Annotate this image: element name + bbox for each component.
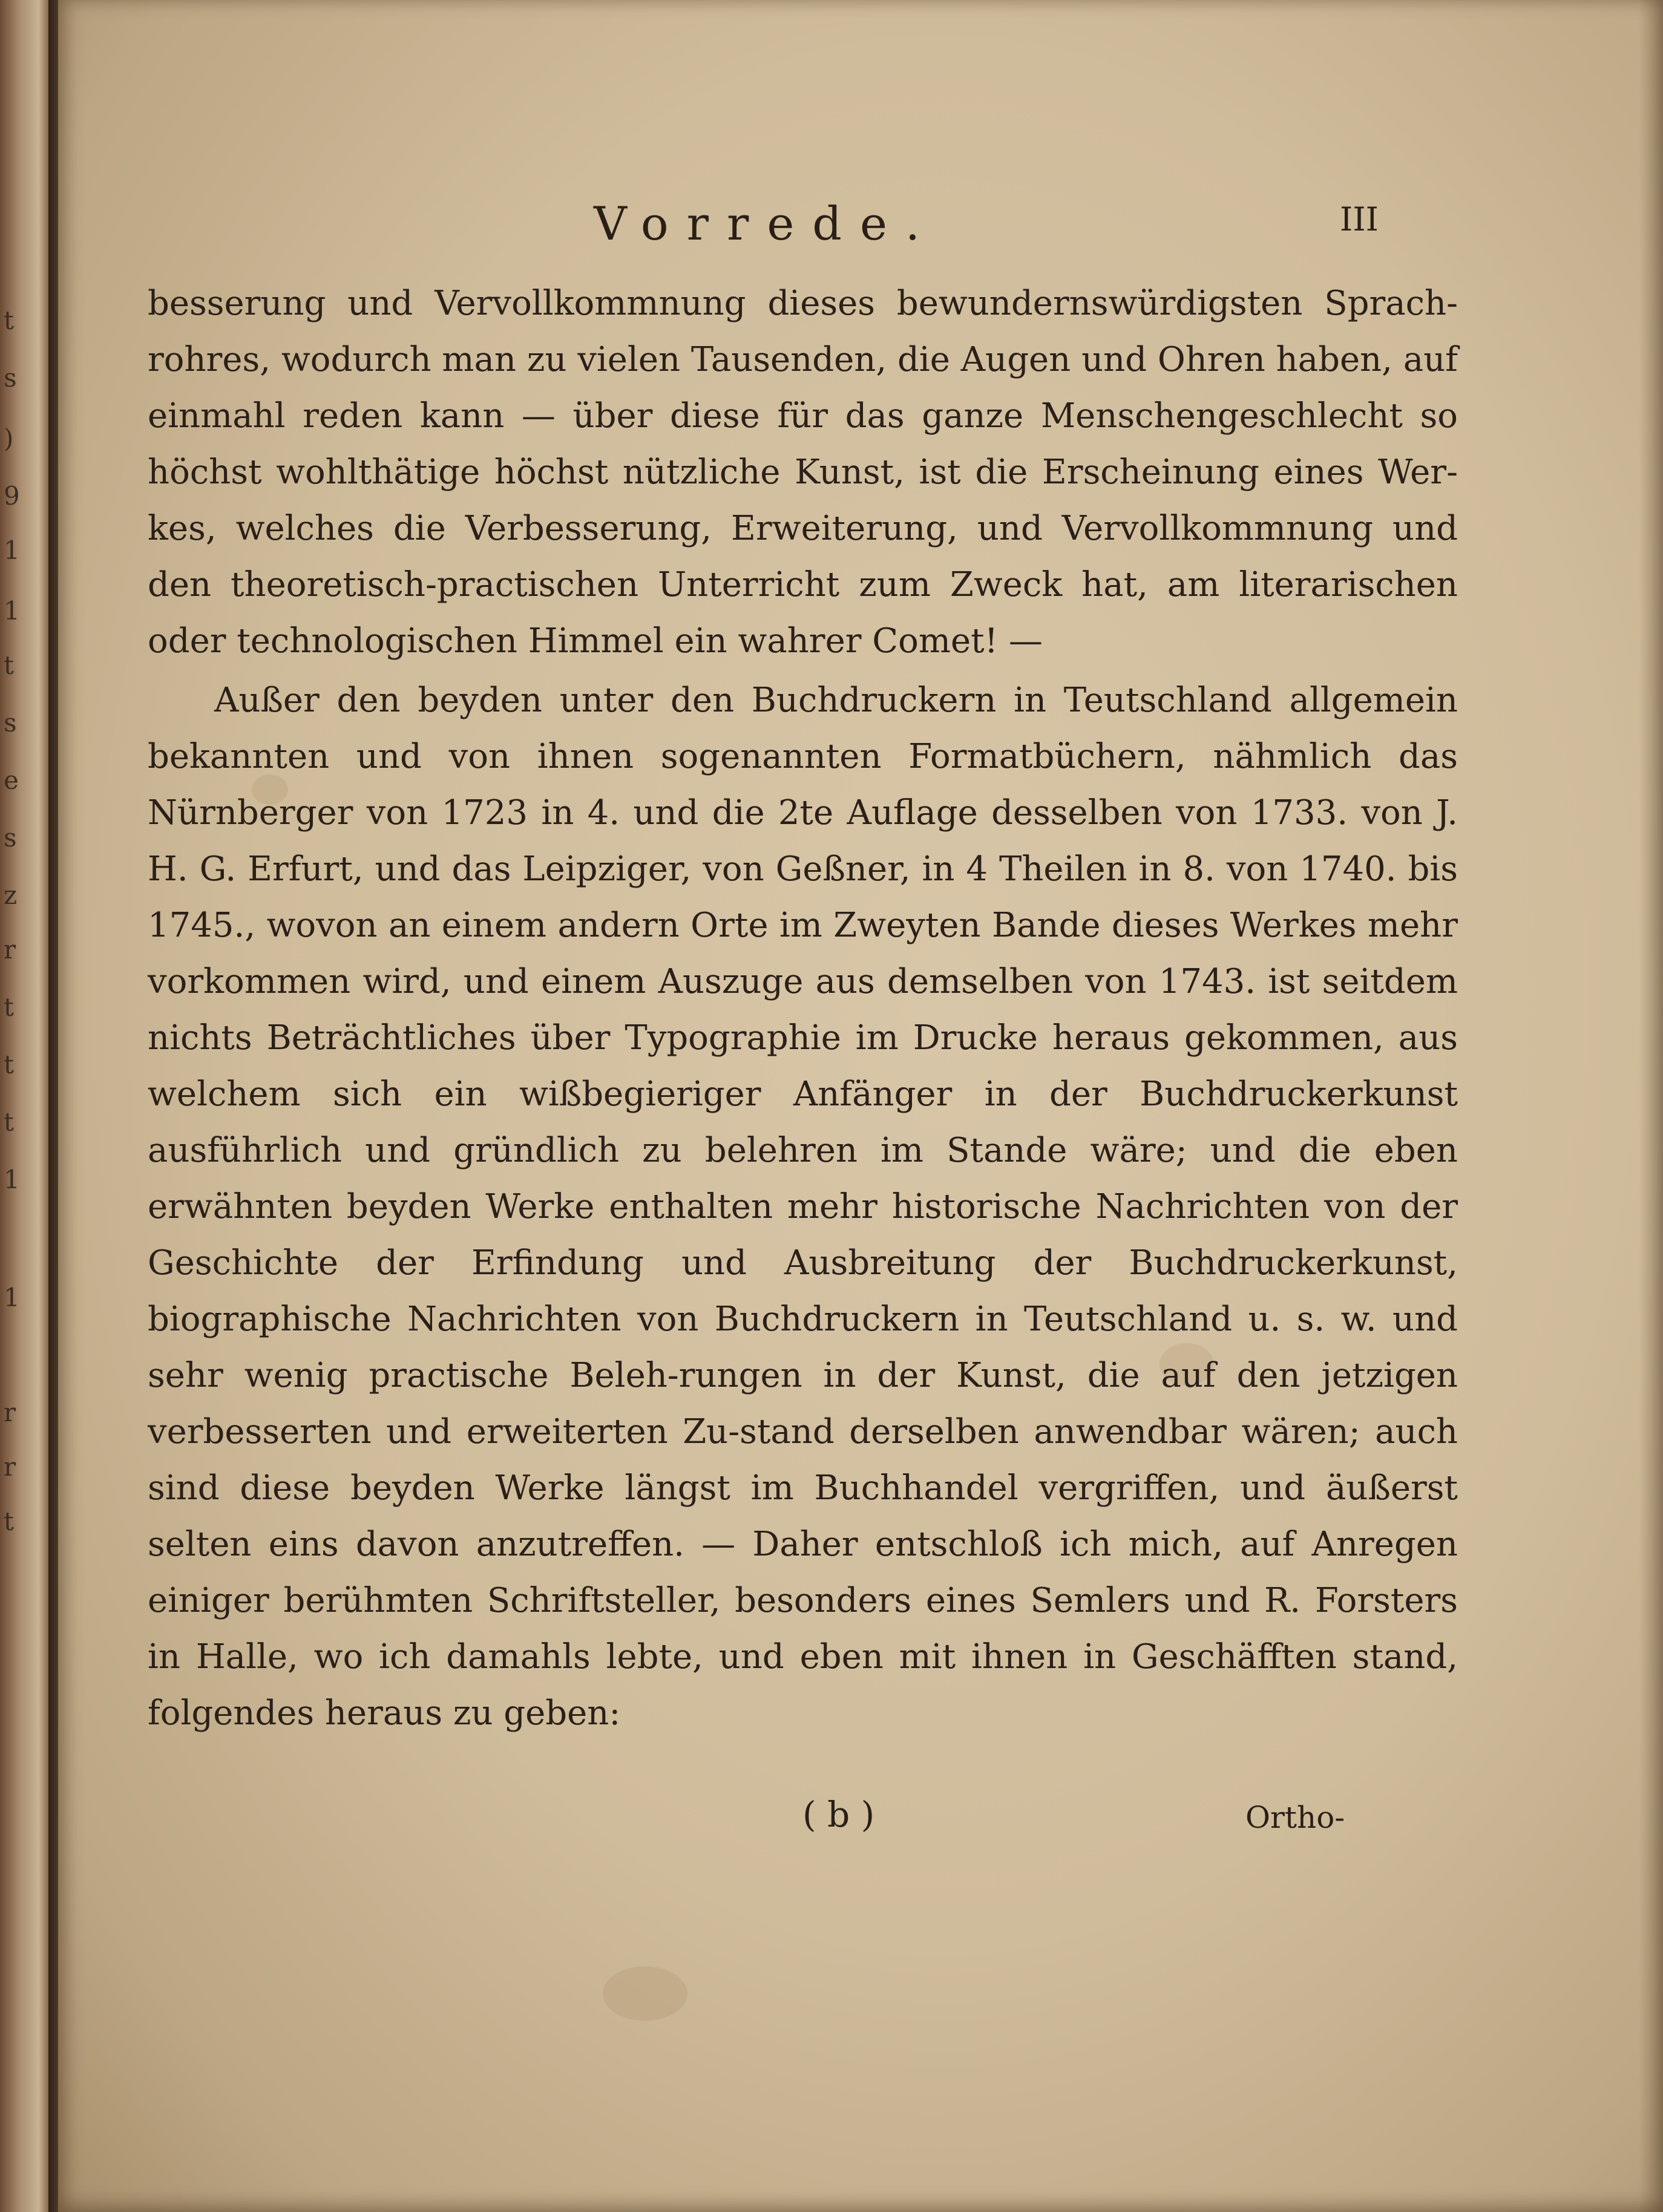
- left-page-fragment: t: [4, 992, 14, 1022]
- paragraph-2: Außer den beyden unter den Buchdruckern in Teutschland allgemein bekannten und von ihnen sogenannten Formatbüchern, nähmlich das Nürnberger von 1723 in 4. und die 2te Auflage desselben von 1733. von J. H. G. Erfurt, und das Leipziger, von Geßner, in 4 Theilen in 8. von 1740. bis 1745., wovon an einem andern Orte im Zweyten Bande dieses Werkes mehr vorkommen wird, und einem Auszuge aus demselben von 1743. ist seitdem nichts Beträchtliches über Typographie im Drucke heraus gekommen, aus welchem sich ein wißbegieriger Anfänger in der Buchdruckerkunst ausführlich und gründlich zu belehren im Stande wäre; und die eben erwähnten beyden Werke enthalten mehr historische Nachrichten von der Geschichte der Erfindung und Ausbreitung der Buchdruckerkunst, biographische Nachrichten von Buchdruckern in Teutschland u. s. w. und sehr wenig practische Beleh-rungen in der Kunst, die auf den jetzigen verbesserten und erweiterten Zu-stand derselben anwendbar wären; auch sind diese beyden Werke längst im Buchhandel vergriffen, und äußerst selten eins davon anzutreffen. — Daher entschloß ich mich, auf Anregen einiger berühmten Schriftsteller, besonders eines Semlers und R. Forsters in Halle, wo ich damahls lebte, und eben mit ihnen in Geschäfften stand, folgendes heraus zu geben:: [148, 681, 1458, 1733]
- left-page-fragment: 1: [4, 596, 20, 626]
- signature-mark: ( b ): [802, 1794, 875, 1835]
- left-page-fragment: t: [4, 306, 14, 335]
- left-page-fragment: 1: [4, 535, 20, 565]
- left-page-fragment: 1: [4, 1165, 20, 1194]
- paper-stain: [603, 1966, 687, 2021]
- left-page-fragment: s: [4, 823, 17, 852]
- left-page-fragment: r: [4, 935, 16, 964]
- catchword: Ortho-: [1245, 1800, 1345, 1835]
- left-page-fragment: e: [4, 765, 19, 795]
- page-number: III: [1340, 200, 1379, 238]
- left-page-fragment: t: [4, 1050, 14, 1079]
- book-page: [58, 0, 1663, 2212]
- left-page-fragment: 1: [4, 1283, 20, 1312]
- left-page-fragment: ): [4, 424, 14, 453]
- running-head: [58, 197, 1663, 257]
- left-page-fragment: r: [4, 1398, 16, 1427]
- left-page-fragment: 9: [4, 481, 20, 511]
- running-title: Vorrede.: [594, 197, 939, 250]
- left-page-fragment: t: [4, 1107, 14, 1137]
- left-page-fragment: t: [4, 650, 14, 680]
- left-page-fragment: r: [4, 1452, 16, 1482]
- left-page-edge: [0, 0, 48, 2212]
- left-page-fragment: s: [4, 363, 17, 393]
- page-footer: [58, 1794, 1663, 1854]
- left-page-fragment: s: [4, 708, 17, 738]
- left-page-fragment: t: [4, 1507, 14, 1536]
- left-page-fragment: z: [4, 880, 18, 910]
- page-edge-shadow: [1639, 0, 1663, 2212]
- body-text: [148, 275, 1458, 1741]
- paragraph-1: besserung und Vervollkommnung dieses bewundernswürdigsten Sprach-rohres, wodurch man zu vielen Tausenden, die Augen und Ohren haben, auf einmahl reden kann — über diese für das ganze Menschengeschlecht so höchst wohlthätige höchst nützliche Kunst, ist die Erscheinung eines Wer-kes, welches die Verbesserung, Erweiterung, und Vervollkommnung und den theoretisch-practischen Unterricht zum Zweck hat, am literarischen oder technologischen Himmel ein wahrer Comet! —: [148, 284, 1458, 661]
